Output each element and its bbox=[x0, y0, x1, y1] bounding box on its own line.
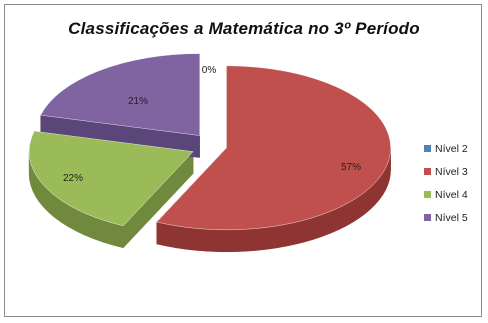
legend-item-3 bbox=[424, 206, 476, 229]
legend-label: Nível 2 bbox=[435, 142, 468, 155]
data-label-0: 0% bbox=[201, 65, 217, 76]
legend-label: Nível 4 bbox=[435, 188, 468, 201]
legend-swatch bbox=[424, 145, 431, 152]
legend-swatch bbox=[424, 214, 431, 221]
legend-swatch bbox=[424, 168, 431, 175]
data-label-3: 21% bbox=[127, 96, 149, 107]
legend-item-2 bbox=[424, 183, 476, 206]
legend-item-1 bbox=[424, 160, 476, 183]
data-label-1: 57% bbox=[340, 162, 362, 173]
chart-title: Classificações a Matemática no 3º Período bbox=[68, 19, 420, 38]
legend-label: Nível 3 bbox=[435, 165, 468, 178]
legend-swatch bbox=[424, 191, 431, 198]
legend-item-0 bbox=[424, 137, 476, 160]
data-label-2: 22% bbox=[62, 173, 84, 184]
chart-legend bbox=[424, 137, 476, 229]
legend-label: Nível 5 bbox=[435, 211, 468, 224]
